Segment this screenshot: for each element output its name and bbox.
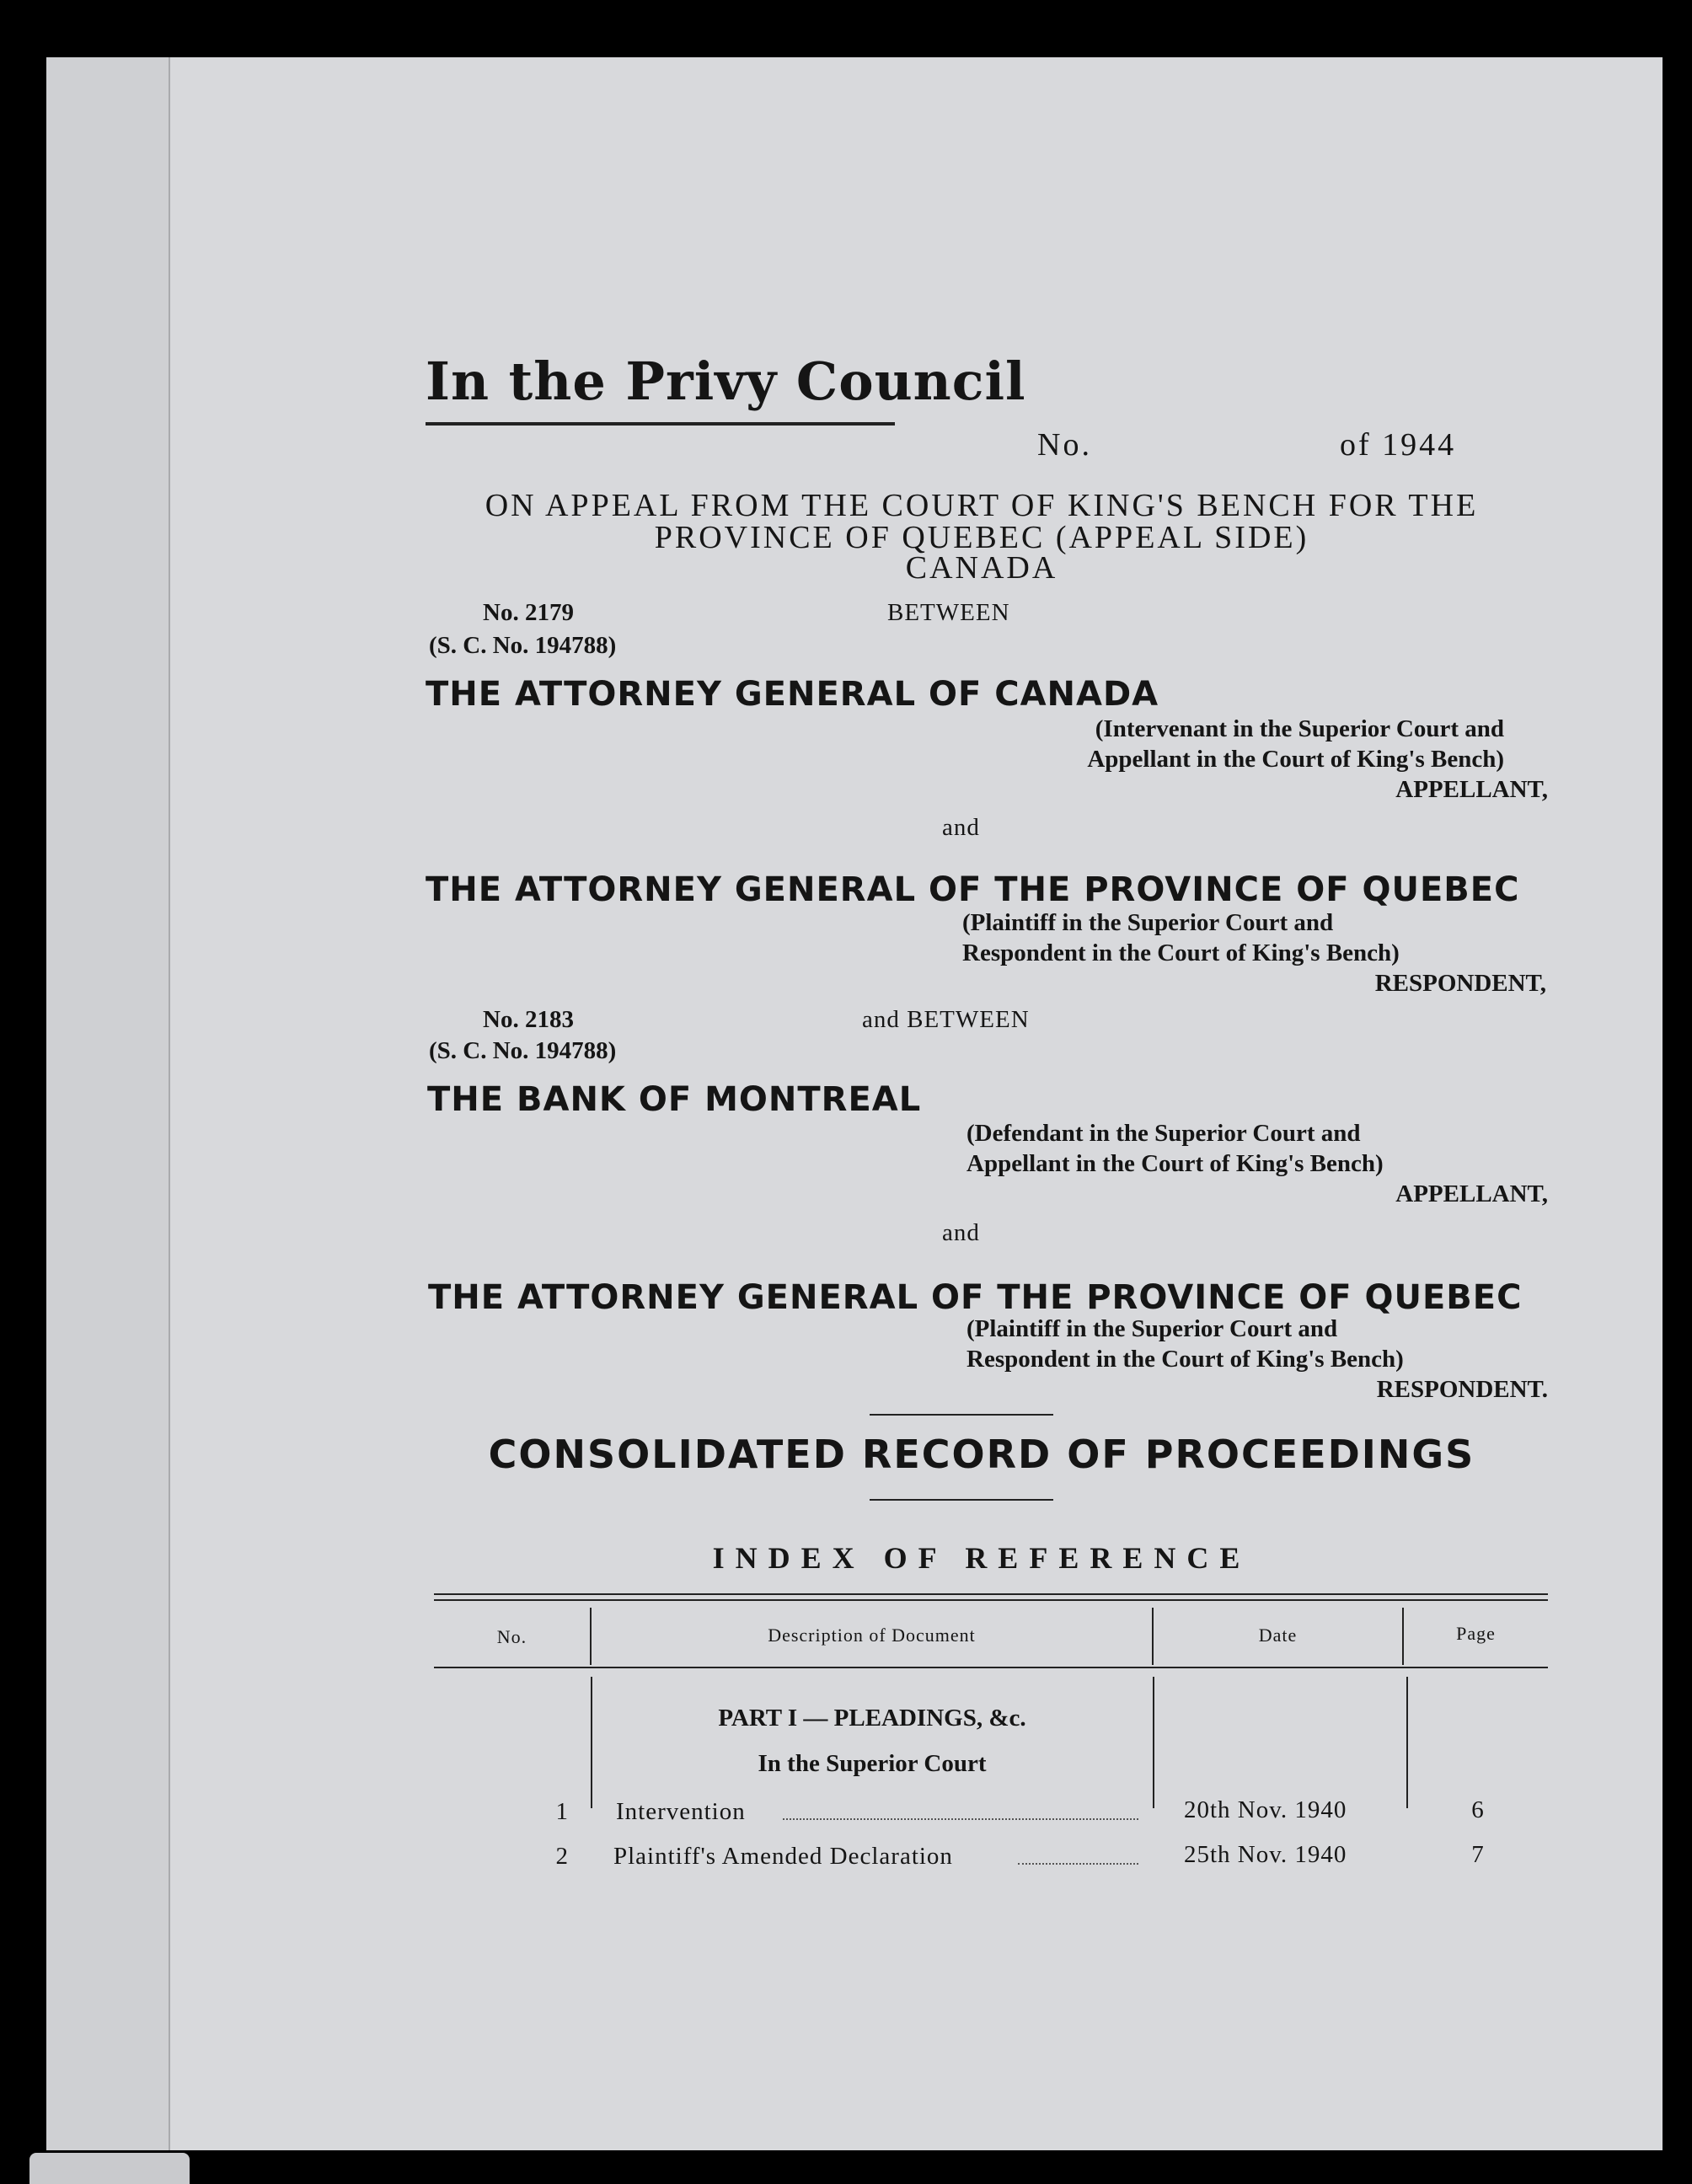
case2-between: and BETWEEN xyxy=(862,1006,1030,1033)
row-page: 7 xyxy=(1471,1841,1485,1868)
case1-appellant-desc1: (Intervenant in the Superior Court and xyxy=(1095,715,1504,742)
court-heading: In the Superior Court xyxy=(758,1750,987,1777)
year-label: of 1944 xyxy=(1340,427,1457,463)
number-label: No. xyxy=(1037,427,1092,463)
case2-respondent-desc2: Respondent in the Court of King's Bench) xyxy=(966,1346,1404,1373)
row-no: 1 xyxy=(555,1798,569,1825)
table-rule-header-bottom xyxy=(434,1667,1548,1668)
part-heading: PART I — PLEADINGS, &c. xyxy=(718,1705,1026,1732)
case1-appellant-desc2: Appellant in the Court of King's Bench) xyxy=(1087,746,1504,773)
case2-appellant-desc2: Appellant in the Court of King's Bench) xyxy=(966,1150,1384,1177)
appeal-line-1: ON APPEAL FROM THE COURT OF KING'S BENCH FOR THE xyxy=(485,488,1479,523)
case2-respondent-desc1: (Plaintiff in the Superior Court and xyxy=(966,1315,1338,1342)
page-tab xyxy=(29,2153,190,2184)
case1-appellant-role: APPELLANT, xyxy=(1395,776,1548,803)
header-description: Description of Document xyxy=(768,1625,976,1646)
case1-and: and xyxy=(942,814,980,841)
record-rule-bottom xyxy=(870,1499,1053,1501)
case2-and: and xyxy=(942,1219,980,1246)
record-heading: CONSOLIDATED RECORD OF PROCEEDINGS xyxy=(488,1432,1475,1477)
header-page: Page xyxy=(1456,1623,1496,1644)
case1-respondent-desc2: Respondent in the Court of King's Bench) xyxy=(962,939,1400,966)
col-divider-1-body xyxy=(591,1677,592,1808)
case2-number: No. 2183 xyxy=(483,1006,574,1033)
dot-leader xyxy=(783,1818,1138,1820)
row-page: 6 xyxy=(1471,1796,1485,1823)
document-title: In the Privy Council xyxy=(426,351,1026,412)
case2-appellant-desc1: (Defendant in the Superior Court and xyxy=(966,1120,1361,1147)
case2-appellant-name: THE BANK OF MONTREAL xyxy=(427,1080,922,1119)
table-rule-top-1 xyxy=(434,1593,1548,1595)
row-description: Intervention xyxy=(616,1798,746,1825)
case2-sc-number: (S. C. No. 194788) xyxy=(429,1037,617,1064)
case1-number: No. 2179 xyxy=(483,599,574,626)
title-underline xyxy=(426,422,895,426)
row-date: 20th Nov. 1940 xyxy=(1184,1796,1347,1823)
appeal-line-2: PROVINCE OF QUEBEC (APPEAL SIDE) xyxy=(654,520,1309,555)
page-spine xyxy=(46,57,170,2150)
header-no: No. xyxy=(496,1626,527,1647)
case2-appellant-role: APPELLANT, xyxy=(1395,1180,1548,1207)
record-rule-top xyxy=(870,1414,1053,1416)
appeal-line-3: CANADA xyxy=(905,550,1058,586)
case1-respondent-desc1: (Plaintiff in the Superior Court and xyxy=(962,909,1334,936)
row-no: 2 xyxy=(555,1843,569,1870)
row-description: Plaintiff's Amended Declaration xyxy=(613,1843,953,1870)
case1-appellant-name: THE ATTORNEY GENERAL OF CANADA xyxy=(426,675,1159,714)
col-divider-2-body xyxy=(1153,1677,1154,1808)
case1-between: BETWEEN xyxy=(887,599,1010,626)
case1-sc-number: (S. C. No. 194788) xyxy=(429,632,617,659)
case2-respondent-role: RESPONDENT. xyxy=(1376,1376,1548,1403)
document-page xyxy=(46,57,1663,2150)
index-heading: INDEX OF REFERENCE xyxy=(712,1541,1251,1575)
col-divider-3-body xyxy=(1406,1677,1408,1808)
header-date: Date xyxy=(1258,1625,1298,1646)
case2-respondent-name: THE ATTORNEY GENERAL OF THE PROVINCE OF QUEBEC xyxy=(428,1278,1523,1317)
case1-respondent-role: RESPONDENT, xyxy=(1374,970,1546,997)
dot-leader xyxy=(1018,1863,1138,1865)
row-date: 25th Nov. 1940 xyxy=(1184,1841,1347,1868)
table-rule-top-2 xyxy=(434,1599,1548,1601)
case1-respondent-name: THE ATTORNEY GENERAL OF THE PROVINCE OF QUEBEC xyxy=(426,870,1520,909)
